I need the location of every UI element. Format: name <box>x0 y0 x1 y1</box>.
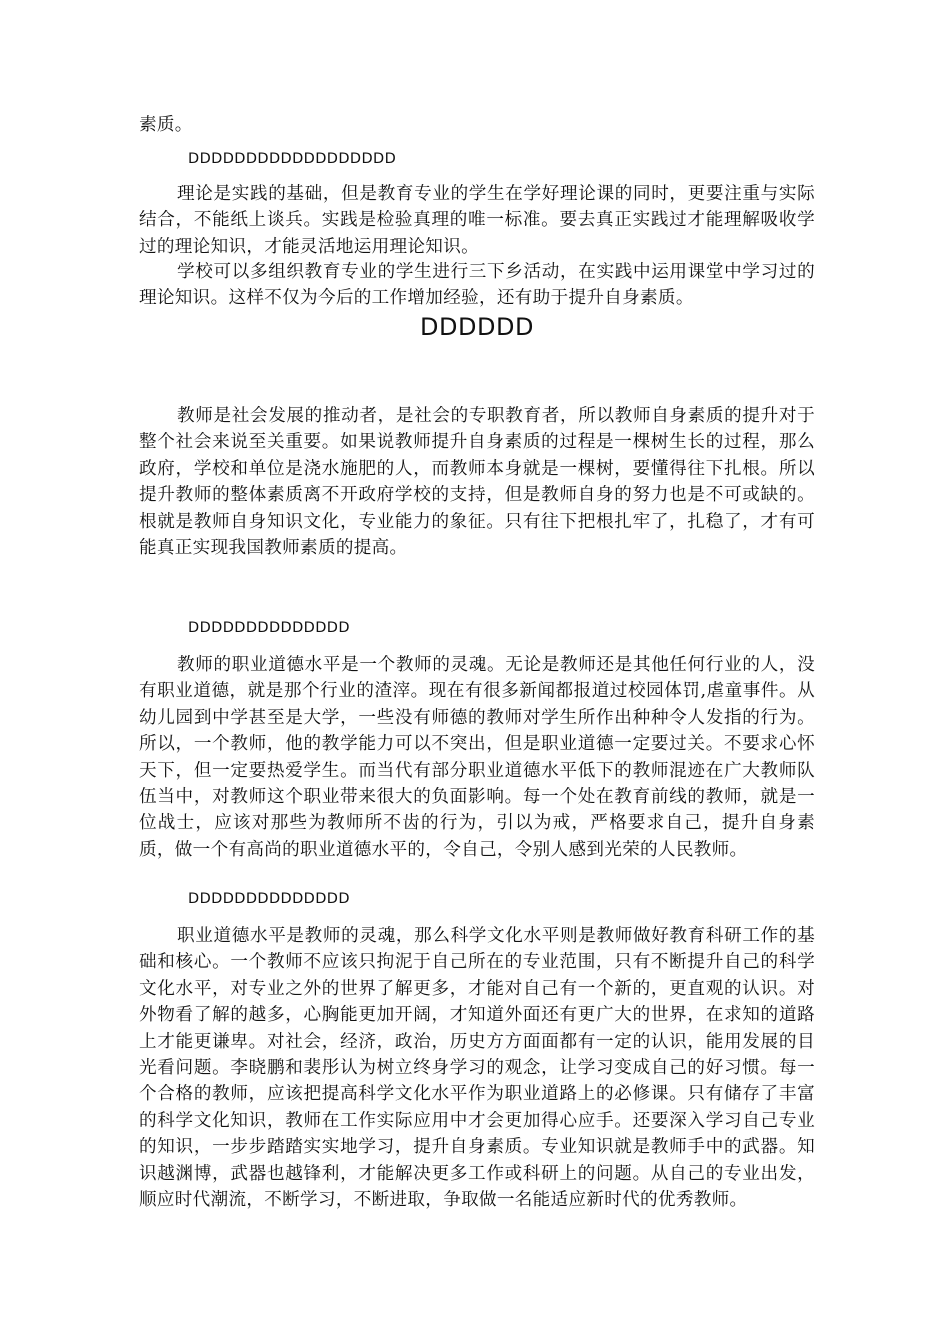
paragraph: 教师是社会发展的推动者，是社会的专职教育者，所以教师自身素质的提升对于整个社会来说至关重要。如果说教师提升自身素质的过程是一棵树生长的过程，那么政府，学校和单位是浇水施肥的人，而教师本身就是一棵树，要懂得往下扎根。所以提升教师的整体素质离不开政府学校的支持，但是教师自身的努力也是不可或缺的。根就是教师自身知识文化，专业能力的象征。只有往下把根扎牢了，扎稳了，才有可能真正实现我国教师素质的提高。 <box>139 406 815 559</box>
paragraph: 学校可以多组织教育专业的学生进行三下乡活动，在实践中运用课堂中学习过的理论知识。这样不仅为今后的工作增加经验，还有助于提升自身素质。 <box>139 262 815 309</box>
section-heading: DDDDDDDDDDDDDD <box>188 620 350 636</box>
paragraph: 职业道德水平是教师的灵魂，那么科学文化水平则是教师做好教育科研工作的基础和核心。一个教师不应该只拘泥于自己所在的专业范围，只有不断提升自己的科学文化水平，对专业之外的世界了解更多，才能对自己有一个新的，更直观的认识。对外物看了解的越多，心胸能更加开阔，才知道外面还有更广大的世界，在求知的道路上才能更谦卑。对社会，经济，政治，历史方方面面都有一定的认识，能用发展的目光看问题。李晓鹏和裴彤认为树立终身学习的观念，让学习变成自己的好习惯。每一个合格的教师，应该把提高科学文化水平作为职业道路上的必修课。只有储存了丰富的科学文化知识，教师在工作实际应用中才会更加得心应手。还要深入学习自己专业的知识，一步步踏踏实实地学习，提升自身素质。专业知识就是教师手中的武器。知识越渊博，武器也越锋利，才能解决更多工作或科研上的问题。从自己的专业出发，顺应时代潮流，不断学习，不断进取，争取做一名能适应新时代的优秀教师。 <box>139 926 815 1211</box>
paragraph: 理论是实践的基础，但是教育专业的学生在学好理论课的同时，更要注重与实际结合，不能纸上谈兵。实践是检验真理的唯一标准。要去真正实践过才能理解吸收学过的理论知识，才能灵活地运用理论知识。 <box>139 184 815 257</box>
section-heading: DDDDDDDDDDDDDDDDDD <box>188 151 397 167</box>
chapter-heading: DDDDDD <box>420 313 534 341</box>
paragraph-fragment: 素质。 <box>139 115 193 135</box>
section-heading: DDDDDDDDDDDDDD <box>188 891 350 907</box>
paragraph: 教师的职业道德水平是一个教师的灵魂。无论是教师还是其他任何行业的人，没有职业道德，就是那个行业的渣滓。现在有很多新闻都报道过校园体罚,虐童事件。从幼儿园到中学甚至是大学，一些没有师德的教师对学生所作出种种令人发指的行为。所以，一个教师，他的教学能力可以不突出，但是职业道德一定要过关。不要求心怀天下，但一定要热爱学生。而当代有部分职业道德水平低下的教师混迹在广大教师队伍当中，对教师这个职业带来很大的负面影响。每一个处在教育前线的教师，就是一位战士，应该对那些为教师所不齿的行为，引以为戒，严格要求自己，提升自身素质，做一个有高尚的职业道德水平的，令自己，令别人感到光荣的人民教师。 <box>139 655 815 860</box>
